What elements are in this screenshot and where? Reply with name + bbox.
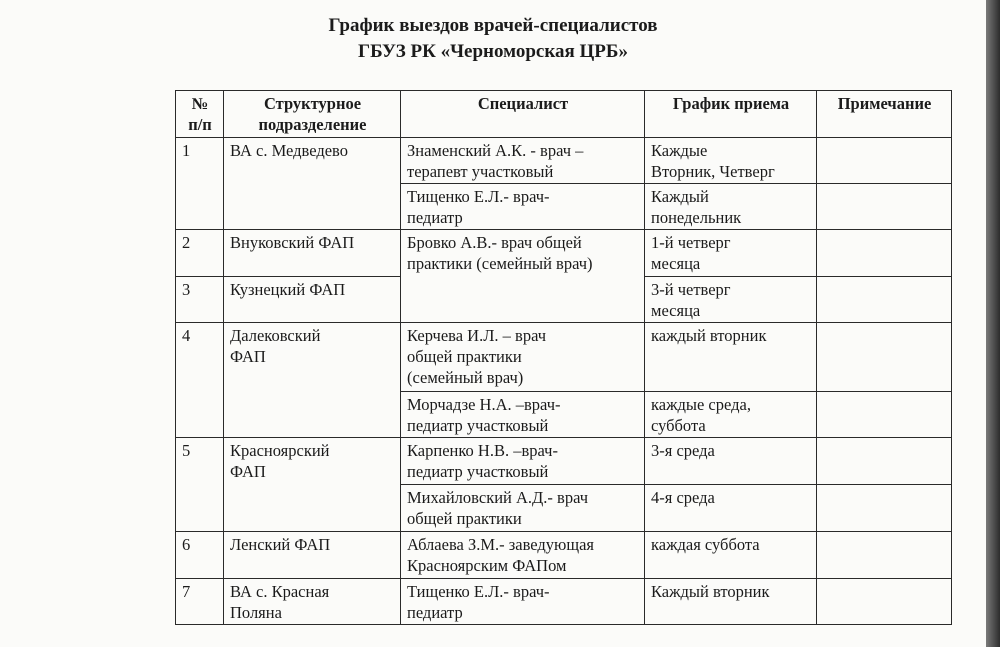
page-edge-shadow [986, 0, 1000, 647]
row-schedule: 4-я среда [645, 485, 817, 532]
row-schedule: Каждый понедельник [645, 184, 817, 230]
header-number: № п/п [176, 91, 224, 138]
table-row [176, 579, 952, 625]
row-schedule: 3-й четверг месяца [645, 277, 817, 323]
row-department: Ленский ФАП [224, 532, 401, 579]
row-specialist: Знаменский А.К. - врач – терапевт участковый [401, 138, 645, 184]
row-note [817, 277, 952, 323]
row-note [817, 323, 952, 392]
row-department: ВА с. Медведево [224, 138, 401, 230]
header-department: Структурное подразделение [224, 91, 401, 138]
document-title-line-1: График выездов врачей-специалистов [328, 15, 658, 36]
row-schedule: каждые среда, суббота [645, 392, 817, 438]
row-number: 6 [176, 532, 224, 579]
row-number: 7 [176, 579, 224, 625]
row-schedule: Каждый вторник [645, 579, 817, 625]
header-note: Примечание [817, 91, 952, 138]
row-schedule: 3-я среда [645, 438, 817, 485]
row-department: Внуковский ФАП [224, 230, 401, 277]
row-note [817, 579, 952, 625]
header-schedule: График приема [645, 91, 817, 138]
row-specialist: Тищенко Е.Л.- врач- педиатр [401, 579, 645, 625]
table-row [176, 138, 952, 184]
table-header-row [176, 91, 952, 138]
row-note [817, 438, 952, 485]
row-schedule: 1-й четверг месяца [645, 230, 817, 277]
row-note [817, 184, 952, 230]
row-specialist: Тищенко Е.Л.- врач- педиатр [401, 184, 645, 230]
header-specialist: Специалист [401, 91, 645, 138]
row-specialist-shared: Бровко А.В.- врач общей практики (семейный врач) [401, 230, 645, 323]
row-schedule: каждый вторник [645, 323, 817, 392]
table-row [176, 323, 952, 392]
row-schedule: каждая суббота [645, 532, 817, 579]
row-number: 4 [176, 323, 224, 438]
table-row [176, 532, 952, 579]
row-note [817, 485, 952, 532]
row-department: Кузнецкий ФАП [224, 277, 401, 323]
document-title-line-2: ГБУЗ РК «Черноморская ЦРБ» [358, 41, 628, 62]
row-note [817, 138, 952, 184]
row-specialist: Михайловский А.Д.- врач общей практики [401, 485, 645, 532]
row-note [817, 392, 952, 438]
row-number: 3 [176, 277, 224, 323]
row-number: 5 [176, 438, 224, 532]
row-note [817, 532, 952, 579]
row-note [817, 230, 952, 277]
row-number: 2 [176, 230, 224, 277]
row-department: ВА с. Красная Поляна [224, 579, 401, 625]
row-specialist: Аблаева З.М.- заведующая Красноярским ФАПом [401, 532, 645, 579]
table-row [176, 438, 952, 485]
schedule-table [175, 90, 952, 625]
row-specialist: Керчева И.Л. – врач общей практики (семейный врач) [401, 323, 645, 392]
row-number: 1 [176, 138, 224, 230]
row-specialist: Морчадзе Н.А. –врач- педиатр участковый [401, 392, 645, 438]
row-specialist: Карпенко Н.В. –врач- педиатр участковый [401, 438, 645, 485]
row-department: Красноярский ФАП [224, 438, 401, 532]
row-department: Далековский ФАП [224, 323, 401, 438]
table-row [176, 230, 952, 277]
row-schedule: Каждые Вторник, Четверг [645, 138, 817, 184]
